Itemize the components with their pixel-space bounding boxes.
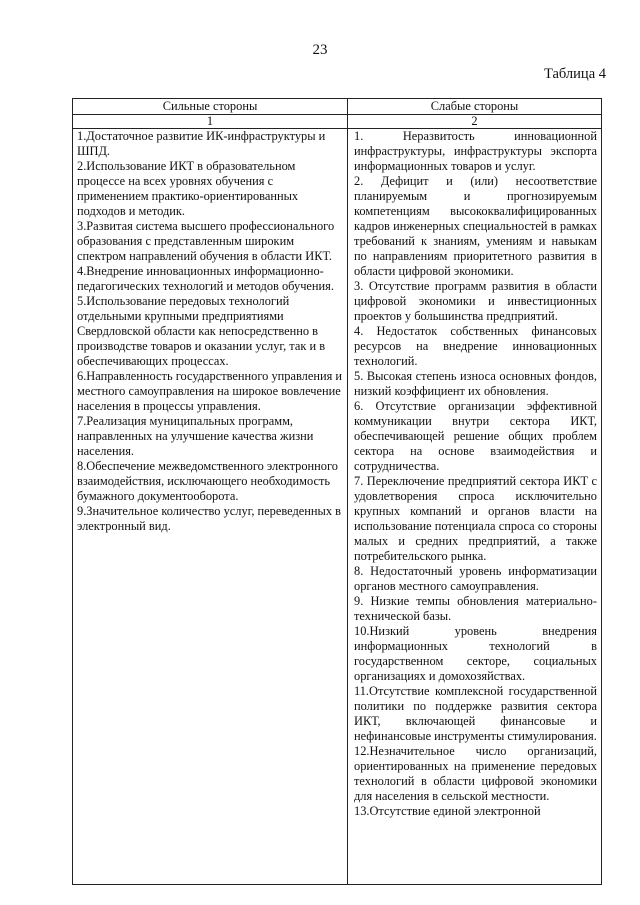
weakness-item: 1. Неразвитость инновационной инфраструктуры, инфраструктуры экспорта информационных товаров и услуг. <box>354 129 597 173</box>
weakness-item: 9. Низкие темпы обновления материально-технической базы. <box>354 594 597 623</box>
header-weaknesses: Слабые стороны <box>348 99 602 115</box>
column-number-row <box>73 115 602 129</box>
strength-item: 8.Обеспечение межведомственного электронного взаимодействия, исключающего необходимость бумажного документооборота. <box>77 459 338 503</box>
strength-item: 4.Внедрение инновационных информационно-педагогических технологий и методов обучения. <box>77 264 334 293</box>
weakness-item: 3. Отсутствие программ развития в области цифровой экономики и инвестиционных проектов у большинства предприятий. <box>354 279 597 323</box>
strength-item: 7.Реализация муниципальных программ, направленных на улучшение качества жизни населения. <box>77 414 314 458</box>
strengths-cell <box>73 129 348 885</box>
table-label: Таблица 4 <box>543 66 606 82</box>
page-number: 23 <box>312 42 328 58</box>
strength-item: 6.Направленность государственного управления и местного самоуправления на широкое вовлечение населения в процессы управления. <box>77 369 343 413</box>
strength-item: 1.Достаточное развитие ИК-инфраструктуры и ШПД. <box>77 129 326 158</box>
weakness-item: 2. Дефицит и (или) несоответствие планируемым и прогнозируемым компетенциям высококвалифицированных кадров инженерных специальностей в рамках требований к знаниям, умениям и навыкам по направлениям приоритетного развития в области цифровой экономики. <box>354 174 597 278</box>
weakness-item: 7. Переключение предприятий сектора ИКТ с удовлетворения спроса исключительно крупных компаний и органов власти на использование потенциала спроса со стороны малых и средних предприятий, а также потребительского рынка. <box>354 474 597 563</box>
header-strengths: Сильные стороны <box>73 99 348 115</box>
weakness-item: 8. Недостаточный уровень информатизации органов местного самоуправления. <box>354 564 597 593</box>
strength-item: 5.Использование передовых технологий отдельными крупными предприятиями Свердловской области как непосредственно в производстве товаров и оказании услуг, так и в обеспечивающих процессах. <box>77 294 326 368</box>
content-row <box>73 129 602 885</box>
weakness-item: 11.Отсутствие комплексной государственной политики по поддержке развития сектора ИКТ, включающей финансовые и нефинансовые инструменты стимулирования. <box>354 684 597 743</box>
weakness-item: 12.Незначительное число организаций, ориентированных на применение передовых технологий в области цифровой экономики для населения в сельской местности. <box>354 744 597 803</box>
weakness-item: 6. Отсутствие организации эффективной коммуникации внутри сектора ИКТ, обеспечивающей решение общих проблем сектора на основе взаимодействия и сотрудничества. <box>354 399 597 473</box>
header-row <box>73 99 602 115</box>
swot-table <box>72 98 602 885</box>
column-number-2: 2 <box>348 115 602 129</box>
strength-item: 3.Развитая система высшего профессионального образования с представленным широким спектром направлений обучения в области ИКТ. <box>77 219 335 263</box>
strength-item: 9.Значительное количество услуг, переведенных в электронный вид. <box>77 504 341 533</box>
column-number-1: 1 <box>73 115 348 129</box>
weakness-item: 5. Высокая степень износа основных фондов, низкий коэффициент их обновления. <box>354 369 597 398</box>
strength-item: 2.Использование ИКТ в образовательном процессе на всех уровнях обучения с применением практико-ориентированных подходов и методик. <box>77 159 299 218</box>
weakness-item: 13.Отсутствие единой электронной <box>354 804 541 818</box>
weakness-item: 4. Недостаток собственных финансовых ресурсов на внедрение инновационных технологий. <box>354 324 597 368</box>
weakness-item: 10.Низкий уровень внедрения информационных технологий в государственном секторе, социальных организациях и домохозяйствах. <box>354 624 597 683</box>
weaknesses-cell <box>348 129 602 885</box>
